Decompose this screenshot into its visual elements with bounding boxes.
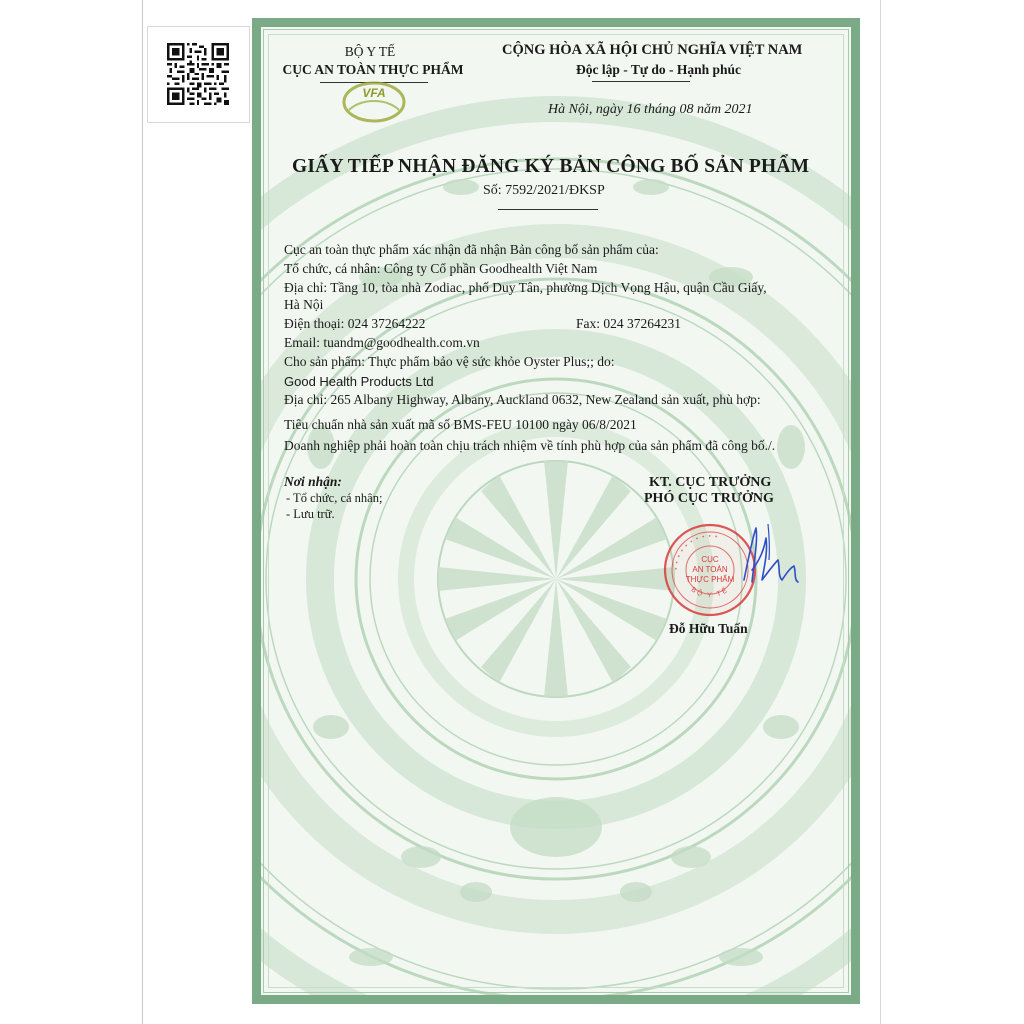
signer-on-behalf: KT. CỤC TRƯỞNG xyxy=(649,475,772,490)
qr-code-box xyxy=(147,26,250,123)
recipient-item: - Lưu trữ. xyxy=(286,507,335,521)
product-line: Cho sản phẩm: Thực phẩm bảo vệ sức khỏe Oyster Plus;; do: xyxy=(284,354,615,369)
intro-line: Cục an toàn thực phẩm xác nhận đã nhận Bản công bố sản phẩm của: xyxy=(284,242,659,257)
logo-text: VFA xyxy=(362,86,386,100)
document-number: Số: 7592/2021/ĐKSP xyxy=(483,183,605,198)
address-line-1: Địa chỉ: Tầng 10, tòa nhà Zodiac, phố Duy Tân, phường Dịch Vọng Hậu, quận Cầu Giấy, xyxy=(284,280,767,295)
agency-name: CỤC AN TOÀN THỰC PHẨM xyxy=(282,62,464,77)
motto: Độc lập - Tự do - Hạnh phúc xyxy=(576,62,742,77)
qr-code-icon xyxy=(167,43,229,105)
organization-line: Tổ chức, cá nhân: Công ty Cổ phần Goodhealth Việt Nam xyxy=(284,261,598,276)
motto-underline xyxy=(592,81,690,82)
signer-position: PHÓ CỤC TRƯỞNG xyxy=(644,491,774,506)
stamp-ring-decor: • • • • • • • • • • xyxy=(672,532,719,571)
page-right-border xyxy=(880,0,881,1024)
stamp-center-line-3: THỰC PHẨM xyxy=(685,575,735,584)
page-left-border xyxy=(142,0,143,1024)
stamp-ring-text: BỘ Y TẾ xyxy=(689,586,731,600)
ministry-name: BỘ Y TẾ xyxy=(344,44,396,59)
recipient-item: - Tổ chức, cá nhân; xyxy=(286,491,383,505)
manufacturer-address-line: Địa chỉ: 265 Albany Highway, Albany, Auckland 0632, New Zealand sản xuất, phù hợp: xyxy=(284,392,761,407)
title-underline xyxy=(498,209,598,210)
email-line: Email: tuandm@goodhealth.com.vn xyxy=(284,335,480,350)
standard-line: Tiêu chuẩn nhà sản xuất mã số BMS-FEU 10100 ngày 06/8/2021 xyxy=(284,417,637,432)
country-name: CỘNG HÒA XÃ HỘI CHỦ NGHĨA VIỆT NAM xyxy=(502,42,803,58)
phone-line: Điện thoại: 024 37264222 xyxy=(284,316,426,331)
stamp-center-line-1: CỤC xyxy=(701,555,719,564)
vfa-logo xyxy=(341,80,407,124)
document-title: GIẤY TIẾP NHẬN ĐĂNG KÝ BẢN CÔNG BỐ SẢN PHẨM xyxy=(292,156,810,177)
signer-name: Đỗ Hữu Tuấn xyxy=(669,621,748,636)
issue-date: Hà Nội, ngày 16 tháng 08 năm 2021 xyxy=(548,102,753,117)
handwritten-signature xyxy=(738,520,808,600)
fax-line: Fax: 024 37264231 xyxy=(576,316,682,331)
manufacturer-line: Good Health Products Ltd xyxy=(284,374,434,389)
recipients-label: Nơi nhận: xyxy=(284,474,342,489)
stamp-center-line-2: AN TOÀN xyxy=(692,565,728,574)
responsibility-line: Doanh nghiệp phải hoàn toàn chịu trách nhiệm về tính phù hợp của sản phẩm đã công bố./. xyxy=(284,438,776,453)
address-line-2: Hà Nội xyxy=(284,297,324,312)
